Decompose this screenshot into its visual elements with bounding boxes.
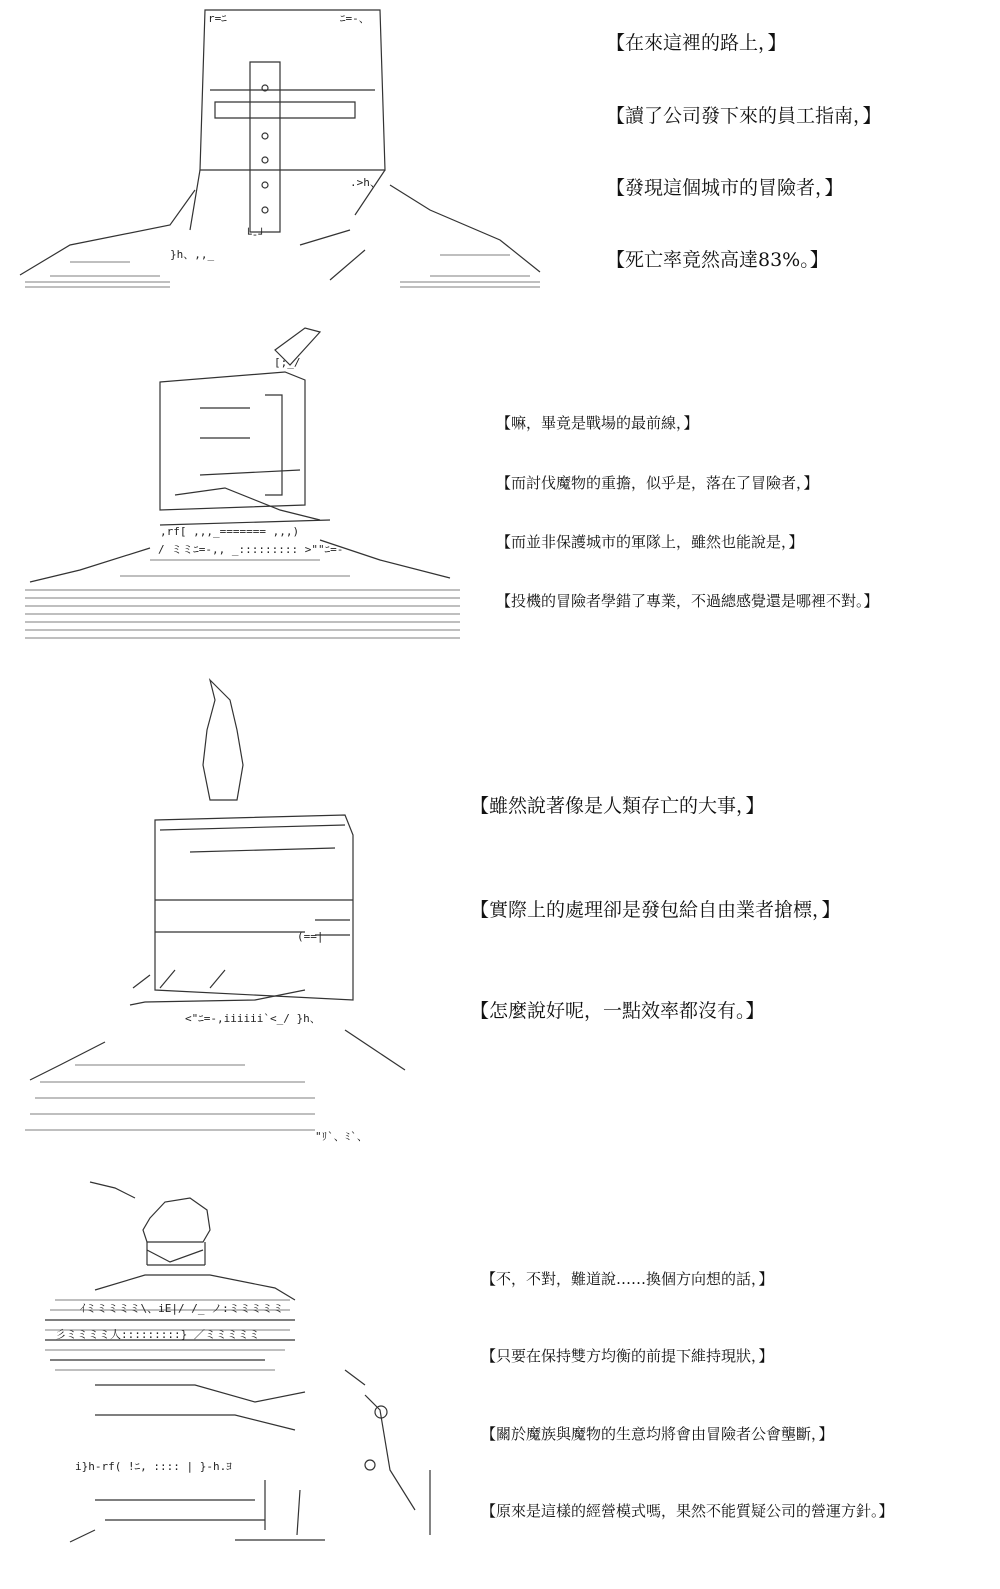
caption-line: 【怎麼說好呢，一點效率都沒有。】 (470, 1000, 765, 1022)
caption-line: 【死亡率竟然高達83%。】 (606, 249, 829, 271)
svg-text:[;_/: [;_/ (274, 356, 301, 369)
panel-2 (0, 320, 1000, 650)
knight-helmet-art-1 (10, 0, 550, 295)
caption-line: 【原來是這樣的經營模式嗎，果然不能質疑公司的營運方針。】 (481, 1502, 894, 1520)
svg-text:.>h、: .>h、 (350, 176, 381, 189)
knight-helmet-art-2 (20, 320, 470, 650)
svg-text:i}h-rf( !ﾆ, :::: |: i}h-rf( !ﾆ, :::: | }-h.ﾖ (75, 1460, 232, 1473)
knight-figure-art-4 (35, 1170, 455, 1580)
caption-line: 【只要在保持雙方均衡的前提下維持現狀，】 (481, 1347, 774, 1365)
caption-line: 【實際上的處理卻是發包給自由業者搶標，】 (470, 899, 841, 921)
svg-text:(==|: (==| (297, 930, 324, 943)
svg-text:彡ミミミミ人:::::::::} ／ミミミミミ: 彡ミミミミ人:::::::::} ／ミミミミミ (55, 1328, 260, 1341)
caption-line: 【而並非保護城市的軍隊上，雖然也能說是，】 (496, 533, 804, 551)
svg-text:<"ﾆ=-,iiiiii`<_/ }h、: <"ﾆ=-,iiiiii`<_/ }h、 (185, 1012, 321, 1025)
svg-text:r=ﾆ: r=ﾆ (208, 12, 227, 25)
svg-text:,rf[ ,,,_======= ,,,): ,rf[ ,,,_======= ,,,) (160, 525, 300, 538)
caption-line: 【在來這裡的路上，】 (606, 32, 787, 54)
svg-text:"ﾘ`、ﾐ`、: "ﾘ`、ﾐ`、 (315, 1130, 368, 1143)
caption-line: 【讀了公司發下來的員工指南，】 (606, 105, 882, 127)
caption-line: 【雖然說著像是人類存亡的大事，】 (470, 795, 765, 817)
panel-1 (0, 0, 1000, 300)
caption-line: 【投機的冒險者學錯了專業，不過總感覺還是哪裡不對。】 (496, 592, 879, 610)
svg-text:}h、,,_: }h、,,_ (170, 248, 215, 261)
panel-4 (0, 1170, 1000, 1580)
svg-text:ﾆ=-、: ﾆ=-、 (340, 12, 370, 25)
svg-text:ｲミミミミミ\、iE|/ /_ ノ:ミミミミミ: ｲミミミミミ\、iE|/ /_ ノ:ミミミミミ (80, 1302, 284, 1315)
svg-text:└-┘: └-┘ (245, 228, 265, 241)
knight-helmet-art-3 (15, 670, 455, 1150)
caption-line: 【不，不對，難道說……換個方向想的話，】 (481, 1270, 774, 1288)
caption-line: 【發現這個城市的冒險者，】 (606, 177, 844, 199)
panel-3 (0, 670, 1000, 1150)
caption-line: 【嘛，畢竟是戰場的最前線，】 (496, 414, 699, 432)
caption-line: 【關於魔族與魔物的生意均將會由冒險者公會壟斷，】 (481, 1425, 834, 1443)
caption-line: 【而討伐魔物的重擔，似乎是，落在了冒險者，】 (496, 474, 819, 492)
svg-text:/ ミミﾆ=-,, _::::::::: >""ﾆ=-: / ミミﾆ=-,, _::::::::: >""ﾆ=- (158, 543, 344, 556)
